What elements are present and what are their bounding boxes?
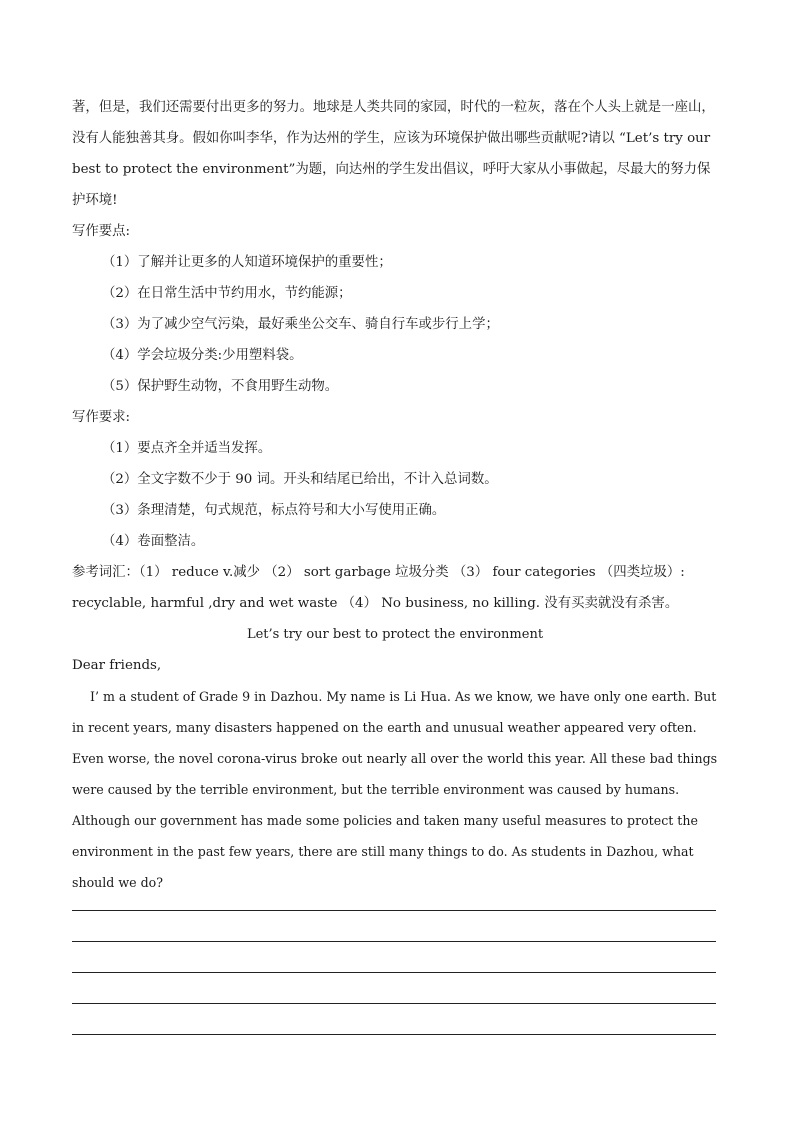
point-item: （5）保护野生动物，不食用野生动物。: [102, 379, 339, 394]
requirement-item: （3）条理清楚，句式规范，标点符号和大小写使用正确。: [102, 503, 446, 518]
point-item: （2）在日常生活中节约用水，节约能源；: [102, 286, 352, 301]
requirement-item: （1）要点齐全并适当发挥。: [102, 441, 272, 456]
answer-line[interactable]: [72, 942, 716, 973]
requirements-heading: 写作要求:: [72, 410, 131, 425]
answer-line[interactable]: [72, 880, 716, 911]
reference-vocabulary: 参考词汇：（1） reduce v.减少 （2） sort garbage 垃圾分类 （3） four categories （四类垃圾）: recyclable, harmful ,dry and wet waste （4） No business, no killing. 没有买卖就没有杀害。: [72, 565, 685, 611]
point-item: （4）学会垃圾分类:少用塑料袋。: [102, 348, 303, 363]
prompt-intro: 著，但是，我们还需要付出更多的努力。地球是人类共同的家园，时代的一粒灰，落在个人头上就是一座山，没有人能独善其身。假如你叫李华，作为达州的学生，应该为环境保护做出哪些贡献呢?请以 “Let’s try our best to protect the environment”为题，向达州的学生发出倡议，呼吁大家从小事做起，尽最大的努力保护环境!: [72, 100, 715, 208]
essay-greeting: Dear friends,: [72, 658, 162, 673]
essay-title: Let’s try our best to protect the environment: [246, 627, 544, 642]
answer-line[interactable]: [72, 1004, 716, 1035]
points-heading: 写作要点:: [72, 224, 131, 239]
answer-lines: [72, 880, 716, 1035]
answer-line[interactable]: [72, 973, 716, 1004]
requirement-item: （4）卷面整洁。: [102, 534, 205, 549]
requirement-item: （2）全文字数不少于 90 词。开头和结尾已给出，不计入总词数。: [102, 472, 498, 487]
point-item: （3）为了减少空气污染，最好乘坐公交车、骑自行车或步行上学；: [102, 317, 499, 332]
answer-line[interactable]: [72, 911, 716, 942]
essay-body: I’ m a student of Grade 9 in Dazhou. My name is Li Hua. As we know, we have only one earth. But in recent years, many disasters happened on the earth and unusual weather appeared very often. Even worse, the novel corona-virus broke out nearly all over the world this year. All these bad things were caused by the terrible environment, but the terrible environment was caused by humans. Although our government has made some policies and taken many useful measures to protect the environment in the past few years, there are still many things to do. As students in Dazhou, what should we do?: [72, 689, 718, 890]
point-item: （1）了解并让更多的人知道环境保护的重要性；: [102, 255, 392, 270]
document-page: [72, 92, 718, 898]
